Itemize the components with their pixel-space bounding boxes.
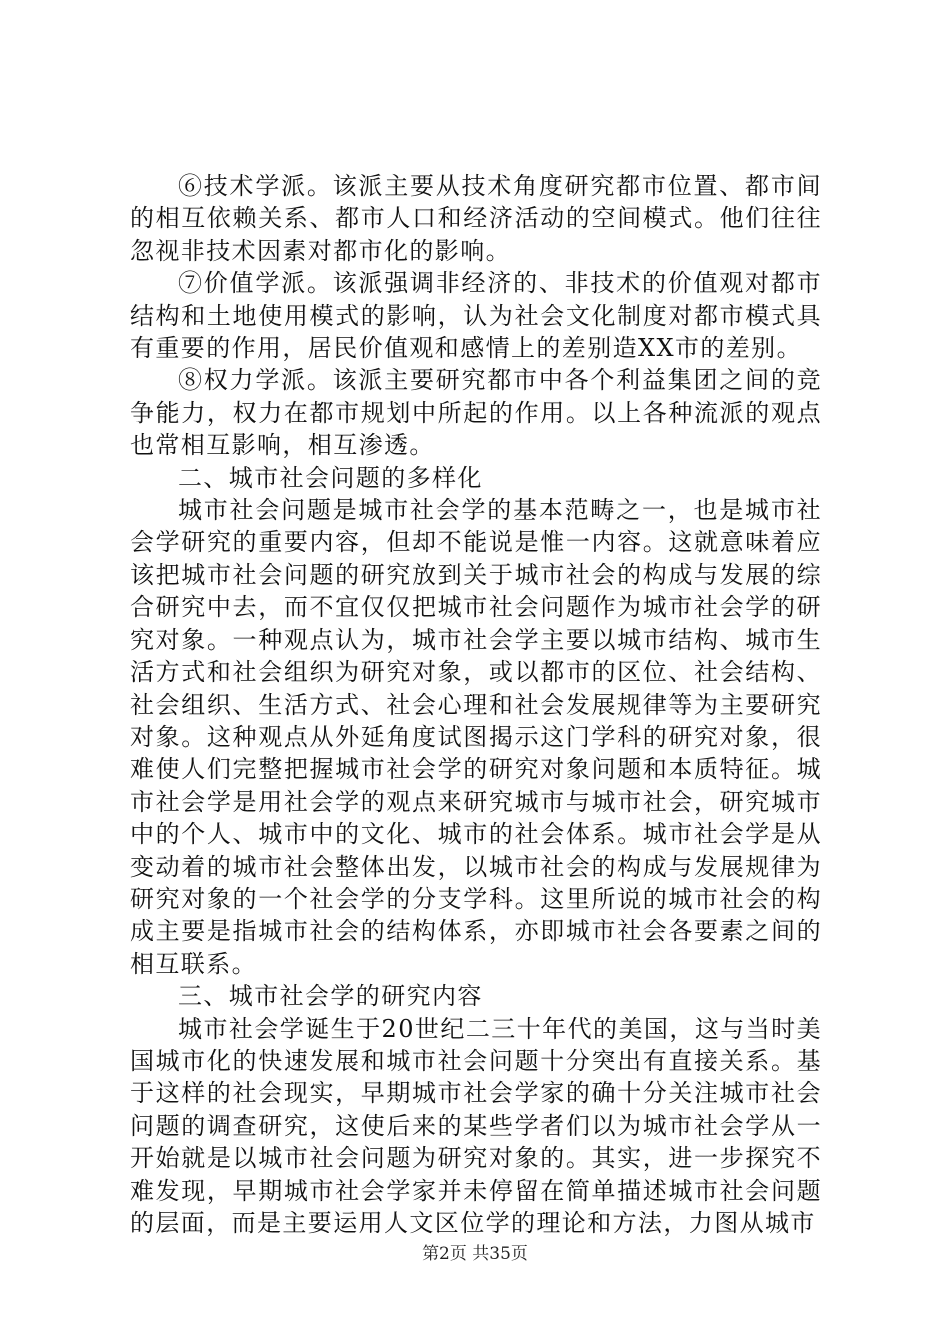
section-heading-3: 三、城市社会学的研究内容 [178,982,483,1011]
section-heading-2: 二、城市社会问题的多样化 [178,463,483,492]
paragraph-value-school: ⑦价值学派。该派强调非经济的、非技术的价值观对都市结构和土地使用模式的影响，认为社会文化制度对都市模式具有重要的作用，居民价值观和感情上的差别造XX市的差别。 [130,269,822,363]
paragraph-research-content: 城市社会学诞生于20世纪二三十年代的美国，这与当时美国城市化的快速发展和城市社会问题十分突出有直接关系。基于这样的社会现实，早期城市社会学家的确十分关注城市社会问题的调查研究，这使后来的某些学者们以为城市社会学从一开始就是以城市社会问题为研究对象的。其实，进一步探究不难发现，早期城市社会学家并未停留在简单描述城市社会问题的层面，而是主要运用人文区位学的理论和方法，力图从城市 [130,1014,822,1237]
document-body [130,170,822,1239]
paragraph-technical-school: ⑥技术学派。该派主要从技术角度研究都市位置、都市间的相互依赖关系、都市人口和经济活动的空间模式。他们往往忽视非技术因素对都市化的影响。 [130,172,822,265]
paragraph-power-school: ⑧权力学派。该派主要研究都市中各个利益集团之间的竞争能力，权力在都市规划中所起的作用。以上各种流派的观点也常相互影响，相互渗透。 [130,366,822,460]
paragraph-urban-problems: 城市社会问题是城市社会学的基本范畴之一，也是城市社会学研究的重要内容，但却不能说是惟一内容。这就意味着应该把城市社会问题的研究放到关于城市社会的构成与发展的综合研究中去，而不宜仅仅把城市社会问题作为城市社会学的研究对象。一种观点认为，城市社会学主要以城市结构、城市生活方式和社会组织为研究对象，或以都市的区位、社会结构、社会组织、生活方式、社会心理和社会发展规律等为主要研究对象。这种观点从外延角度试图揭示这门学科的研究对象，很难使人们完整把握城市社会学的研究对象问题和本质特征。城市社会学是用社会学的观点来研究城市与城市社会，研究城市中的个人、城市中的文化、城市的社会体系。城市社会学是从变动着的城市社会整体出发，以城市社会的构成与发展规律为研究对象的一个社会学的分支学科。这里所说的城市社会的构成主要是指城市社会的结构体系，亦即城市社会各要素之间的相互联系。 [130,496,822,978]
page-number-footer: 第2页 共35页 [422,1244,528,1264]
